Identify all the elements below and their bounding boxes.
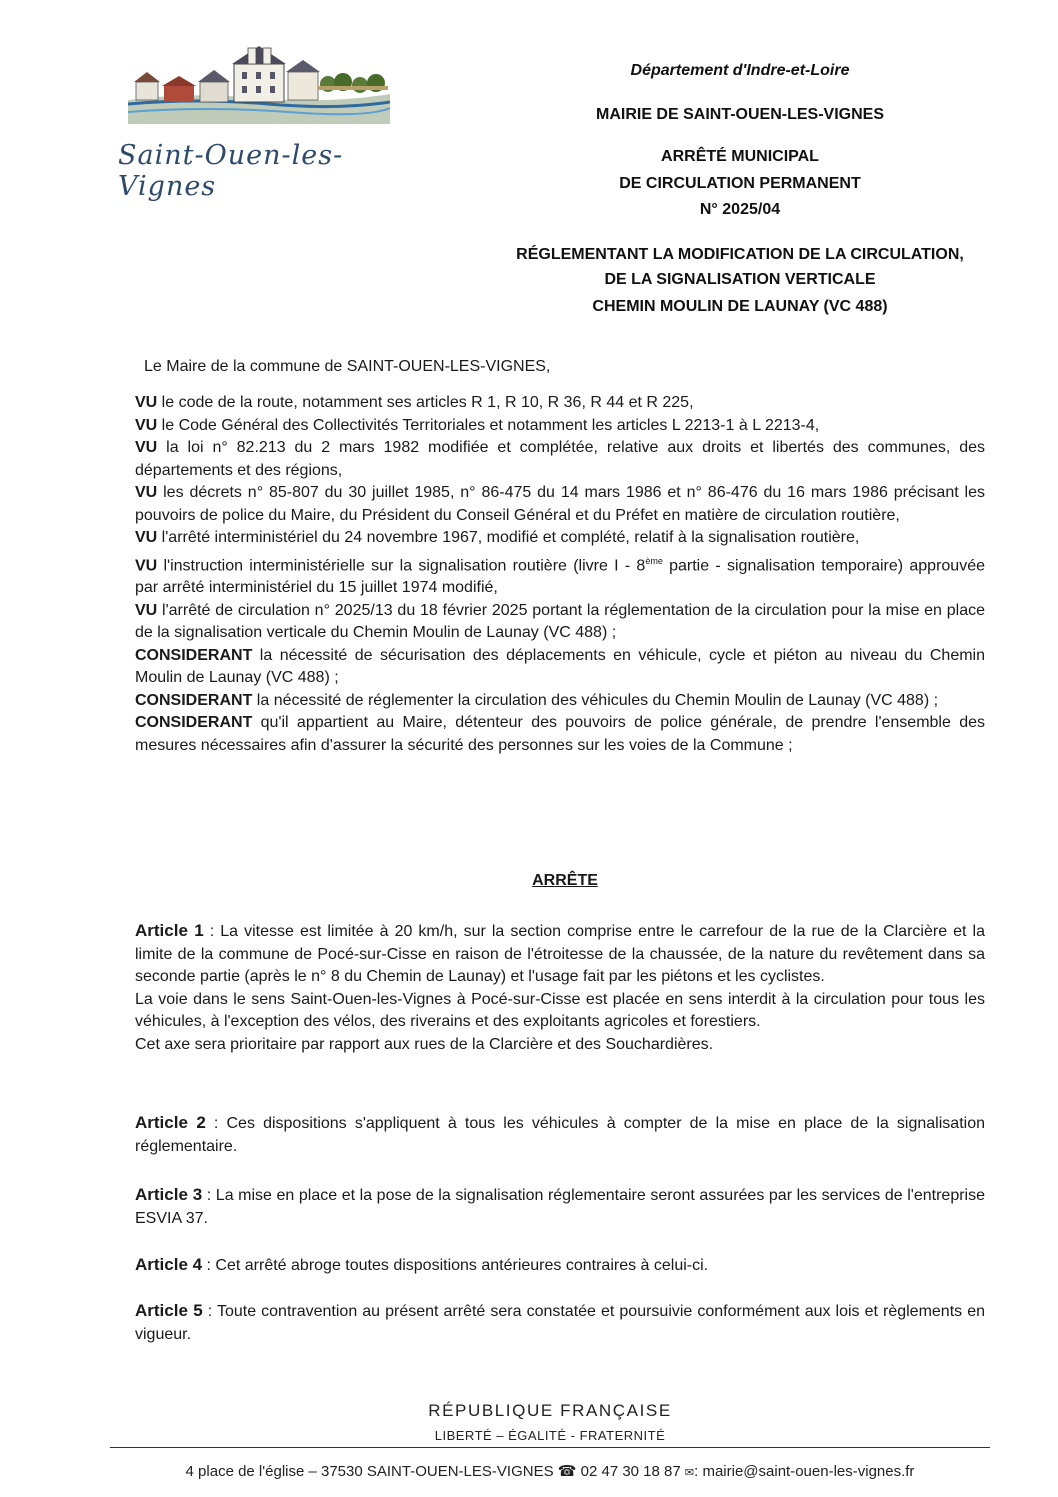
email-icon: ✉ [684,1467,695,1479]
considerant-item: CONSIDERANT la nécessité de réglementer la circulation des véhicules du Chemin Moulin de Launay (VC 488) ; [135,691,939,709]
footer-contact: 4 place de l'église – 37530 SAINT-OUEN-LES-VIGNES ☎ 02 47 30 18 87 ✉: mairie@saint-ouen-les-vignes.fr [185,1463,915,1480]
vu-item: VU l'instruction interministérielle sur la signalisation routière (livre I - 8ème partie - signalisation temporaire) approuvée par arrêté interministériel du 15 juillet 1974 modifié, [135,555,985,597]
considerant-item: CONSIDERANT qu'il appartient au Maire, détenteur des pouvoirs de police générale, de prendre l'ensemble des mesures nécessaires afin d'assurer la sécurité des personnes sur les voies de la Commune ; [135,714,985,754]
mairie-name: MAIRIE DE SAINT-OUEN-LES-VIGNES [595,106,885,123]
subject-line3: CHEMIN MOULIN DE LAUNAY (VC 488) [592,298,888,315]
vu-item: VU le Code Général des Collectivités Territoriales et notamment les articles L 2213-1 à L 2213-4, [135,416,820,434]
preamble-intro: Le Maire de la commune de SAINT-OUEN-LES-VIGNES, [144,358,551,375]
vu-item: VU le code de la route, notamment ses articles R 1, R 10, R 36, R 44 et R 225, [135,394,694,411]
preamble-block [135,392,985,757]
article-2: Article 2 : Ces dispositions s'appliquent à tous les véhicules à compter de la mise en place de la signalisation réglementaire. [135,1113,985,1155]
vu-item: VU l'arrêté interministériel du 24 novembre 1967, modifié et complété, relatif à la signalisation routière, [135,529,860,546]
village-logo-illustration [128,42,390,124]
considerant-item: CONSIDERANT la nécessité de sécurisation des déplacements en véhicule, cycle et piéton au niveau du Chemin Moulin de Launay (VC 488) ; [135,646,985,687]
phone-number: 02 47 30 18 87 [580,1463,681,1480]
vu-item: VU la loi n° 82.213 du 2 mars 1982 modifiée et complétée, relative aux droits et libertés des communes, des départements et des régions, [135,439,985,479]
document-title: ARRÊTÉ MUNICIPAL [661,148,819,165]
arrete-heading: ARRÊTE [532,872,598,889]
article-5: Article 5 : Toute contravention au présent arrêté sera constatée et poursuivie conformément aux lois et règlements en vigueur. [135,1301,985,1343]
article-3: Article 3 : La mise en place et la pose de la signalisation réglementaire seront assurées par les services de l'entreprise ESVIA 37. [135,1185,985,1227]
devise: LIBERTÉ – ÉGALITÉ - FRATERNITÉ [434,1428,666,1443]
phone-icon: ☎ [557,1463,577,1480]
footer-divider [110,1447,990,1448]
article-4: Article 4 : Cet arrêté abroge toutes dispositions antérieures contraires à celui-ci. [135,1255,709,1274]
document-number: N° 2025/04 [699,201,781,218]
subject-line2: DE LA SIGNALISATION VERTICALE [604,271,876,288]
vu-item: VU les décrets n° 85-807 du 30 juillet 1985, n° 86-475 du 14 mars 1986 et n° 86-476 du 16 mars 1986 précisant les pouvoirs de police du Maire, du Président du Conseil Général et du Préfet en matière de circulation routière, [135,484,985,524]
republique-francaise: RÉPUBLIQUE FRANÇAISE [428,1401,672,1420]
subject-line1: RÉGLEMENTANT LA MODIFICATION DE LA CIRCULATION, [516,246,964,263]
address: 4 place de l'église – 37530 SAINT-OUEN-LES-VIGNES [185,1463,554,1480]
vu-item: VU l'arrêté de circulation n° 2025/13 du 18 février 2025 portant la réglementation de la circulation pour la mise en place de la signalisation verticale du Chemin Moulin de Launay (VC 488) ; [135,601,985,642]
email-address: mairie@saint-ouen-les-vignes.fr [702,1463,915,1480]
document-title-line2: DE CIRCULATION PERMANENT [619,175,861,192]
logo-signature: Saint-Ouen-les-Vignes [118,140,344,202]
department-name: Département d'Indre-et-Loire [630,62,850,79]
article-1: Article 1 : La vitesse est limitée à 20 km/h, sur la section comprise entre le carrefour de la rue de la Clarcière et la limite de la commune de Pocé-sur-Cisse en raison de l'étroitesse de la chaussée, de la nature du revêtement dans sa seconde partie (après le n° 8 du Chemin de Launay) et l'usage fait par les piétons et les cyclistes. La voie dans le sens Saint-Ouen-les-Vignes à Pocé-sur-Cisse est placée en sens interdit à la circulation pour tous les véhicules, à l'exception des vélos, des riverains et des exploitants agricoles et forestiers. Cet axe sera prioritaire par rapport aux rues de la Clarcière et des Souchardières. [135,921,985,1053]
